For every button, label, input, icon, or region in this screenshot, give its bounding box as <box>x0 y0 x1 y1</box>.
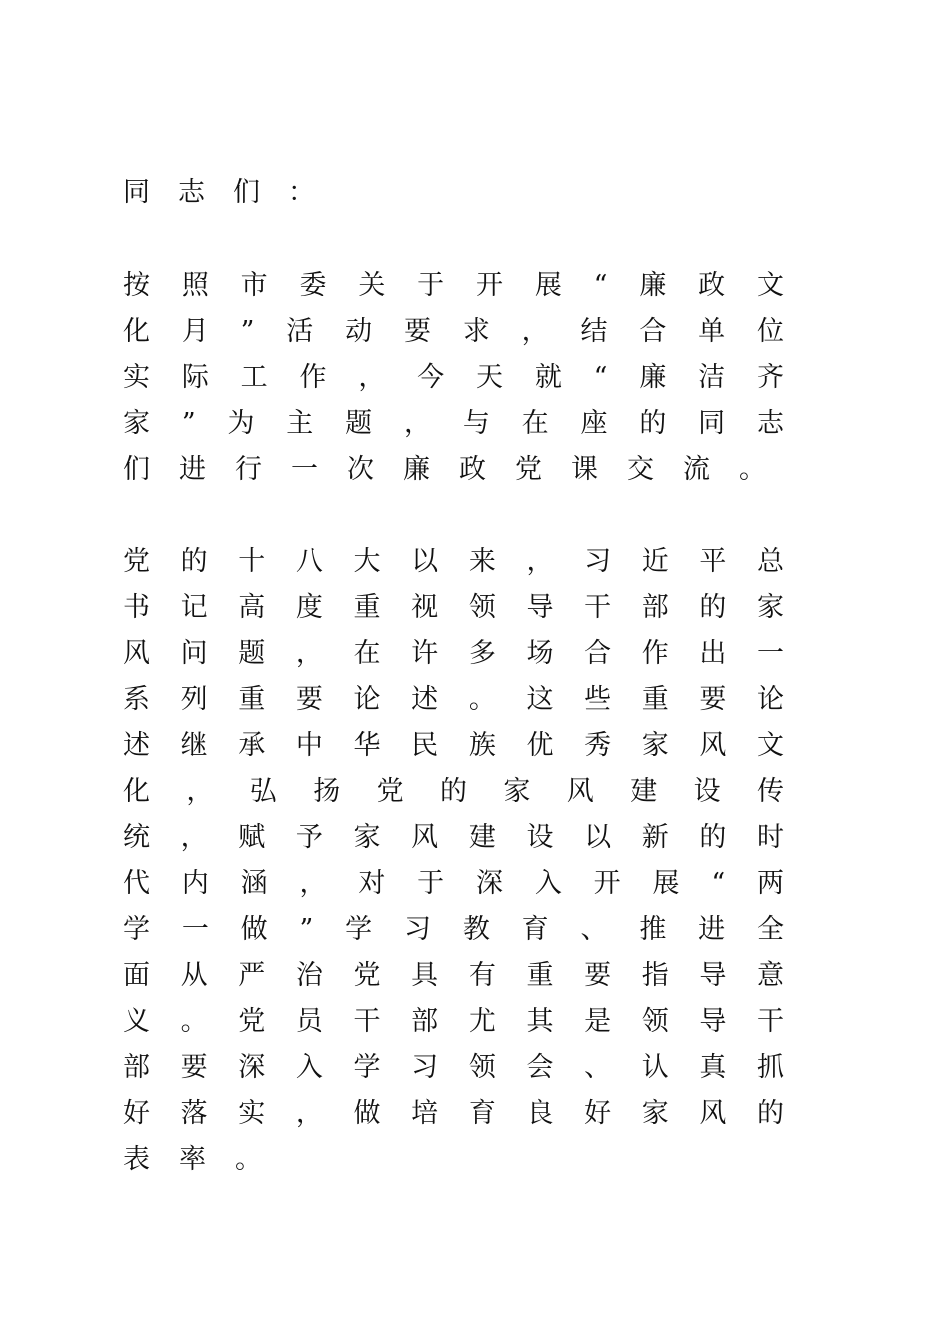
salutation: 同志们： <box>123 177 343 208</box>
paragraph-family-style: 党的十八大以来，习近平总书记高度重视领导干部的家风问题，在许多场合作出一系列重要论述。这些重要论述继承中华民族优秀家风文化，弘扬党的家风建设传统，赋予家风建设以新的时代内涵，对于深入开展“两学一做”学习教育、推进全面从严治党具有重要指导意义。党员干部尤其是领导干部要深入学习领会、认真抓好落实，做培育良好家风的表率。 <box>123 546 813 1175</box>
paragraph-intro: 按照市委关于开展“廉政文化月”活动要求，结合单位实际工作，今天就“廉洁齐家”为主题，与在座的同志们进行一次廉政党课交流。 <box>123 270 813 485</box>
